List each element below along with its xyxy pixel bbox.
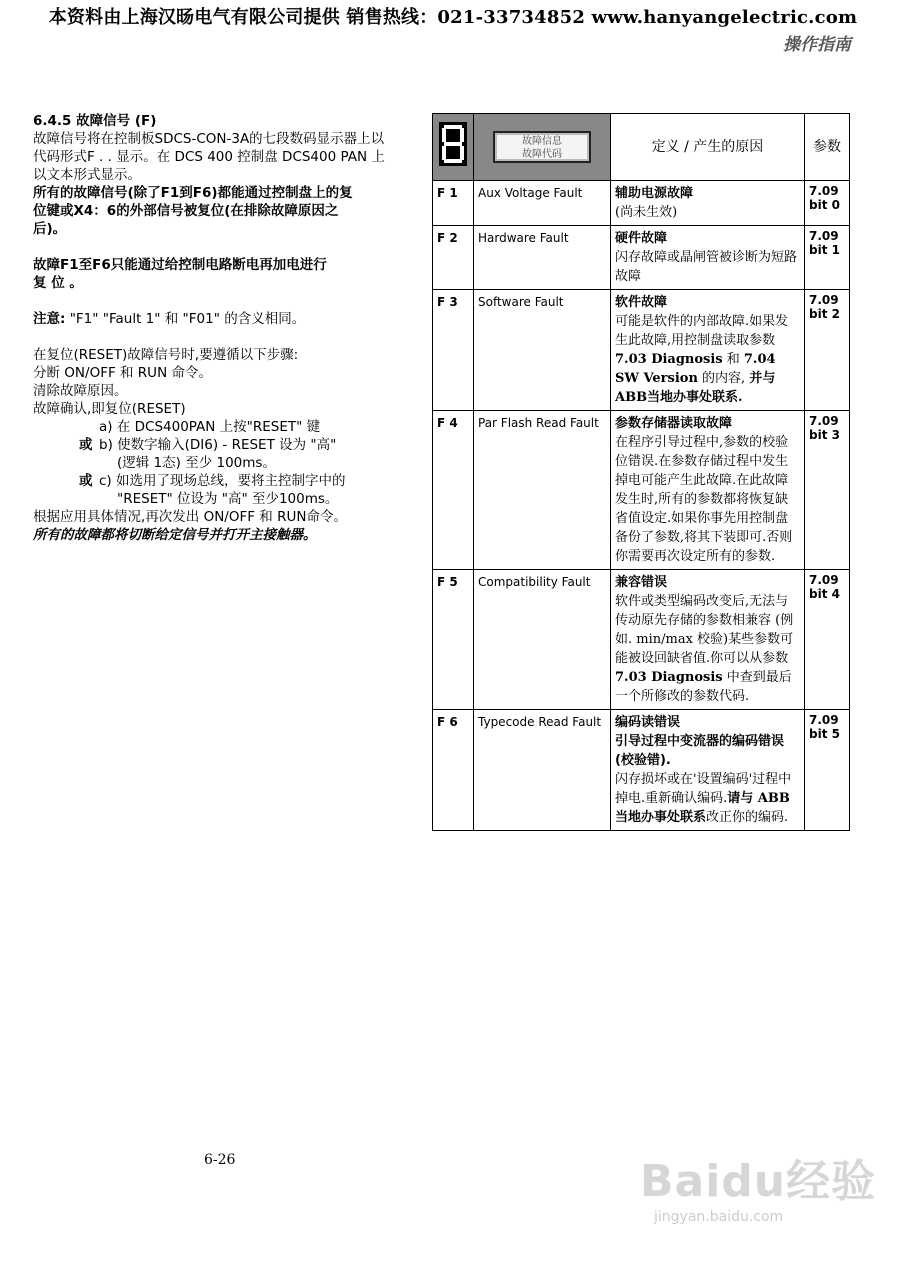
- fault-param: 7.09 bit 2: [805, 290, 850, 411]
- fault-param: 7.09 bit 0: [805, 181, 850, 226]
- fault-title: 参数存储器读取故障: [615, 416, 733, 431]
- fault-name: Typecode Read Fault: [474, 710, 611, 831]
- lcd-line: 故障信息: [522, 136, 562, 147]
- fault-name: Hardware Fault: [474, 226, 611, 290]
- section-text: [33, 112, 418, 544]
- intro-line: 代码形式F . . 显示。在 DCS 400 控制盘 DCS400 PAN 上: [33, 149, 385, 165]
- fault-code: F 1: [433, 181, 474, 226]
- watermark-url: jingyan.baidu.com: [654, 1209, 784, 1225]
- fault-code: F 4: [433, 411, 474, 570]
- power-cycle-rule-line: 故障F1至F6只能通过给控制电路断电再加电进行: [33, 257, 327, 273]
- page-number: 6-26: [204, 1152, 236, 1168]
- reset-rule-line: 所有的故障信号(除了F1到F6)都能通过控制盘上的复: [33, 185, 353, 201]
- reset-option-c-cont: "RESET" 位设为 "高" 至少100ms。: [117, 491, 339, 507]
- reset-step: 清除故障原因。: [33, 383, 128, 399]
- watermark: [640, 1145, 876, 1225]
- section-guide-label: 操作指南: [783, 35, 851, 55]
- reset-step: 分断 ON/OFF 和 RUN 命令。: [33, 365, 212, 381]
- note-label: 注意:: [33, 311, 66, 327]
- fault-title: 编码读错误: [615, 715, 681, 730]
- fault-description: 软件故障 可能是软件的内部故障.如果发生此故障,用控制盘读取参数 7.03 Diagnosis 和 7.04 SW Version 的内容, 并与ABB当地办事处联系.: [611, 290, 805, 411]
- or-label: 或: [79, 473, 93, 489]
- fault-code: F 6: [433, 710, 474, 831]
- table-row: [433, 570, 850, 710]
- power-cycle-rule-line: 复 位 。: [33, 275, 83, 291]
- seven-segment-cell: [433, 114, 474, 181]
- reset-option-b-cont: (逻辑 1态) 至少 100ms。: [117, 455, 276, 471]
- intro-line: 以文本形式显示。: [33, 167, 141, 183]
- fault-description: 辅助电源故障 (尚未生效): [611, 181, 805, 226]
- fault-table: [432, 113, 850, 831]
- column-header-param: 参数: [805, 114, 850, 181]
- reset-option-b: 或 b) 使数字输入(DI6) - RESET 设为 "高": [79, 437, 337, 453]
- table-header-row: [433, 114, 850, 181]
- closing-statement: 所有的故障都将切断给定信号并打开主接触器。: [33, 527, 317, 543]
- section-title: 6.4.5 故障信号 (F): [33, 113, 157, 129]
- fault-description: 硬件故障 闪存故障或晶闸管被诊断为短路故障: [611, 226, 805, 290]
- table-row: [433, 226, 850, 290]
- fault-description: 编码读错误 引导过程中变流器的编码错误(校验错). 闪存损坏或在'设置编码'过程中掉电.重新确认编码.请与 ABB 当地办事处联系改正你的编码.: [611, 710, 805, 831]
- note-text: "F1" "Fault 1" 和 "F01" 的含义相同。: [65, 311, 306, 327]
- fault-code: F 3: [433, 290, 474, 411]
- table-row: [433, 411, 850, 570]
- fault-param: 7.09 bit 5: [805, 710, 850, 831]
- table-row: [433, 710, 850, 831]
- note: [33, 310, 418, 328]
- fault-param: 7.09 bit 4: [805, 570, 850, 710]
- reset-option-c: 或 c) 如选用了现场总线，要将主控制字中的: [79, 473, 346, 489]
- fault-title: 辅助电源故障: [615, 186, 694, 201]
- table-row: [433, 290, 850, 411]
- fault-title: 硬件故障: [615, 231, 668, 246]
- fault-code: F 2: [433, 226, 474, 290]
- fault-name: Compatibility Fault: [474, 570, 611, 710]
- fault-description: 参数存储器读取故障 在程序引导过程中,参数的校验位错误.在参数存储过程中发生掉电可能产生此故障.在此故障发生时,所有的参数都将恢复缺省值设定.如果你事先用控制盘备份了参数,将其下装即可.否则你需要再次设定所有的参数.: [611, 411, 805, 570]
- fault-name: Par Flash Read Fault: [474, 411, 611, 570]
- lcd-line: 故障代码: [522, 149, 562, 160]
- fault-title: 软件故障: [615, 295, 668, 310]
- table-row: [433, 181, 850, 226]
- reset-step: 根据应用具体情况,再次发出 ON/OFF 和 RUN命令。: [33, 509, 347, 525]
- fault-description: 兼容错误 软件或类型编码改变后,无法与传动原先存储的参数相兼容 (例如. min/max 校验)某些参数可能被设回缺省值.你可以从参数 7.03 Diagnosis 中查到最后一个所修改的参数代码.: [611, 570, 805, 710]
- intro-line: 故障信号将在控制板SDCS-CON-3A的七段数码显示器上以: [33, 131, 385, 147]
- lcd-display: [493, 131, 591, 163]
- column-header-definition: 定义 / 产生的原因: [611, 114, 805, 181]
- reset-step: 故障确认,即复位(RESET): [33, 401, 186, 417]
- reset-rule-line: 后)。: [33, 221, 67, 237]
- reset-option-a: a) 在 DCS400PAN 上按"RESET" 键: [99, 419, 321, 435]
- seven-segment-icon: [439, 122, 467, 166]
- fault-param: 7.09 bit 3: [805, 411, 850, 570]
- fault-name: Aux Voltage Fault: [474, 181, 611, 226]
- fault-name: Software Fault: [474, 290, 611, 411]
- fault-title: 兼容错误: [615, 575, 668, 590]
- watermark-logo: Baidu经验: [640, 1156, 877, 1207]
- reset-intro: 在复位(RESET)故障信号时,要遵循以下步骤:: [33, 347, 299, 363]
- fault-code: F 5: [433, 570, 474, 710]
- fault-param: 7.09 bit 1: [805, 226, 850, 290]
- or-label: 或: [79, 437, 93, 453]
- reset-rule-line: 位键或X4：6的外部信号被复位(在排除故障原因之: [33, 203, 339, 219]
- lcd-cell: [474, 114, 611, 181]
- header-banner: 本资料由上海汉旸电气有限公司提供 销售热线：021-33734852 www.hanyangelectric.com: [48, 7, 858, 28]
